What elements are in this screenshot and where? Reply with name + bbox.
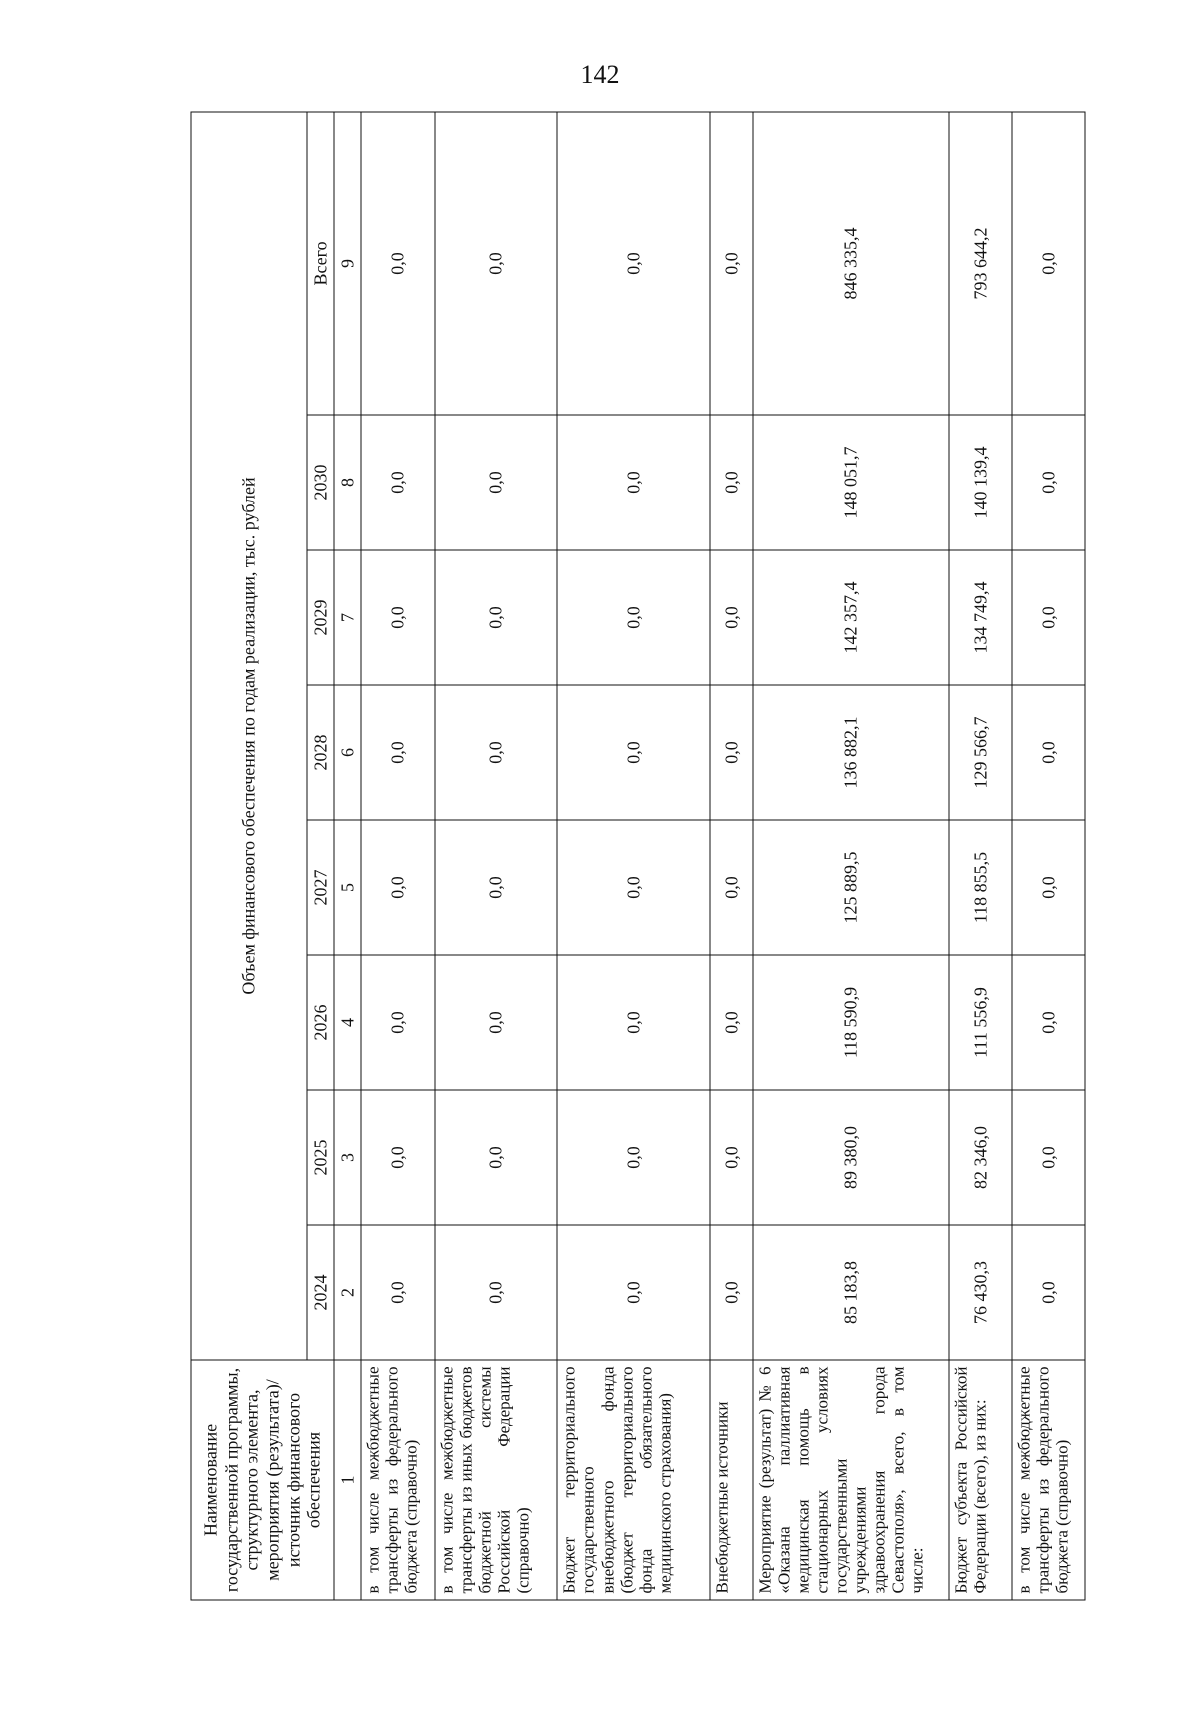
value-cell: 0,0: [435, 415, 557, 550]
financing-table: [190, 111, 1085, 1600]
row-name: в том числе межбюджетные трансферты из иных бюджетов бюджетной системы Российской Федерации (справочно): [435, 1360, 557, 1600]
value-cell: 846 335,4: [752, 111, 948, 414]
value-cell: 0,0: [1012, 955, 1085, 1090]
year-header: 2026: [307, 955, 334, 1090]
total-header: Всего: [307, 111, 334, 414]
value-cell: 793 644,2: [948, 111, 1011, 414]
table-row: [361, 111, 435, 1599]
value-cell: 0,0: [557, 111, 710, 414]
value-cell: 0,0: [1012, 415, 1085, 550]
value-cell: 85 183,8: [752, 1225, 948, 1360]
value-cell: 0,0: [361, 1225, 435, 1360]
value-cell: 0,0: [435, 955, 557, 1090]
value-cell: 0,0: [557, 820, 710, 955]
year-header: 2030: [307, 415, 334, 550]
value-cell: 129 566,7: [948, 685, 1011, 820]
year-header: 2024: [307, 1225, 334, 1360]
year-header: 2027: [307, 820, 334, 955]
year-header: 2025: [307, 1090, 334, 1225]
value-cell: 118 855,5: [948, 820, 1011, 955]
column-number: 7: [334, 550, 361, 685]
value-cell: 0,0: [557, 550, 710, 685]
column-number: 6: [334, 685, 361, 820]
value-cell: 125 889,5: [752, 820, 948, 955]
value-cell: 0,0: [435, 685, 557, 820]
value-cell: 0,0: [361, 820, 435, 955]
value-cell: 111 556,9: [948, 955, 1011, 1090]
value-cell: 0,0: [710, 111, 752, 414]
page-number: 142: [580, 60, 620, 89]
value-cell: 0,0: [557, 1225, 710, 1360]
value-cell: 0,0: [435, 1225, 557, 1360]
table-row: [557, 111, 710, 1599]
table-row: [710, 111, 752, 1599]
value-cell: 148 051,7: [752, 415, 948, 550]
value-cell: 118 590,9: [752, 955, 948, 1090]
column-number: 4: [334, 955, 361, 1090]
header-name-cell: Наименование государственной программы, структурного элемента, мероприятия (результата)/источник финансового обеспечения: [191, 1360, 334, 1600]
value-cell: 76 430,3: [948, 1225, 1011, 1360]
value-cell: 0,0: [435, 820, 557, 955]
header-volume-cell: Объем финансового обеспечения по годам реализации, тыс. рублей: [191, 111, 307, 1359]
value-cell: 0,0: [1012, 1090, 1085, 1225]
value-cell: 0,0: [361, 550, 435, 685]
value-cell: 0,0: [361, 955, 435, 1090]
column-number: 8: [334, 415, 361, 550]
value-cell: 0,0: [1012, 550, 1085, 685]
table-row: [948, 111, 1011, 1599]
value-cell: 0,0: [557, 685, 710, 820]
row-name: Мероприятие (результат) № 6 «Оказана паллиативная медицинская помощь в стационарных условиях государственными учреждениями здравоохранения города Севастополя», всего, в том числе:: [752, 1360, 948, 1600]
column-number: 1: [334, 1360, 361, 1600]
value-cell: 0,0: [557, 955, 710, 1090]
value-cell: 0,0: [557, 415, 710, 550]
value-cell: 134 749,4: [948, 550, 1011, 685]
value-cell: 136 882,1: [752, 685, 948, 820]
value-cell: 0,0: [710, 1090, 752, 1225]
value-cell: 0,0: [710, 685, 752, 820]
row-name: Бюджет территориального государственного внебюджетного фонда (бюджет территориального фонда обязательного медицинского страхования): [557, 1360, 710, 1600]
value-cell: 0,0: [361, 1090, 435, 1225]
value-cell: 0,0: [435, 111, 557, 414]
column-number: 2: [334, 1225, 361, 1360]
value-cell: 0,0: [710, 1225, 752, 1360]
value-cell: 0,0: [435, 1090, 557, 1225]
value-cell: 0,0: [435, 550, 557, 685]
value-cell: 82 346,0: [948, 1090, 1011, 1225]
table-row: [1012, 111, 1085, 1599]
row-name: в том числе межбюджетные трансферты из федерального бюджета (справочно): [361, 1360, 435, 1600]
value-cell: 0,0: [361, 685, 435, 820]
column-number: 3: [334, 1090, 361, 1225]
value-cell: 0,0: [1012, 1225, 1085, 1360]
row-name: в том числе межбюджетные трансферты из федерального бюджета (справочно): [1012, 1360, 1085, 1600]
value-cell: 0,0: [710, 550, 752, 685]
year-header: 2029: [307, 550, 334, 685]
value-cell: 0,0: [1012, 685, 1085, 820]
column-number: 5: [334, 820, 361, 955]
value-cell: 0,0: [557, 1090, 710, 1225]
value-cell: 0,0: [710, 415, 752, 550]
value-cell: 140 139,4: [948, 415, 1011, 550]
table-row: [435, 111, 557, 1599]
value-cell: 0,0: [710, 955, 752, 1090]
value-cell: 89 380,0: [752, 1090, 948, 1225]
row-name: Бюджет субъекта Российской Федерации (всего), из них:: [948, 1360, 1011, 1600]
column-number: 9: [334, 111, 361, 414]
value-cell: 0,0: [361, 415, 435, 550]
value-cell: 142 357,4: [752, 550, 948, 685]
rotated-table-wrapper: [190, 112, 1085, 1600]
year-header: 2028: [307, 685, 334, 820]
value-cell: 0,0: [1012, 111, 1085, 414]
row-name: Внебюджетные источники: [710, 1360, 752, 1600]
table-row: [752, 111, 948, 1599]
value-cell: 0,0: [361, 111, 435, 414]
value-cell: 0,0: [1012, 820, 1085, 955]
value-cell: 0,0: [710, 820, 752, 955]
